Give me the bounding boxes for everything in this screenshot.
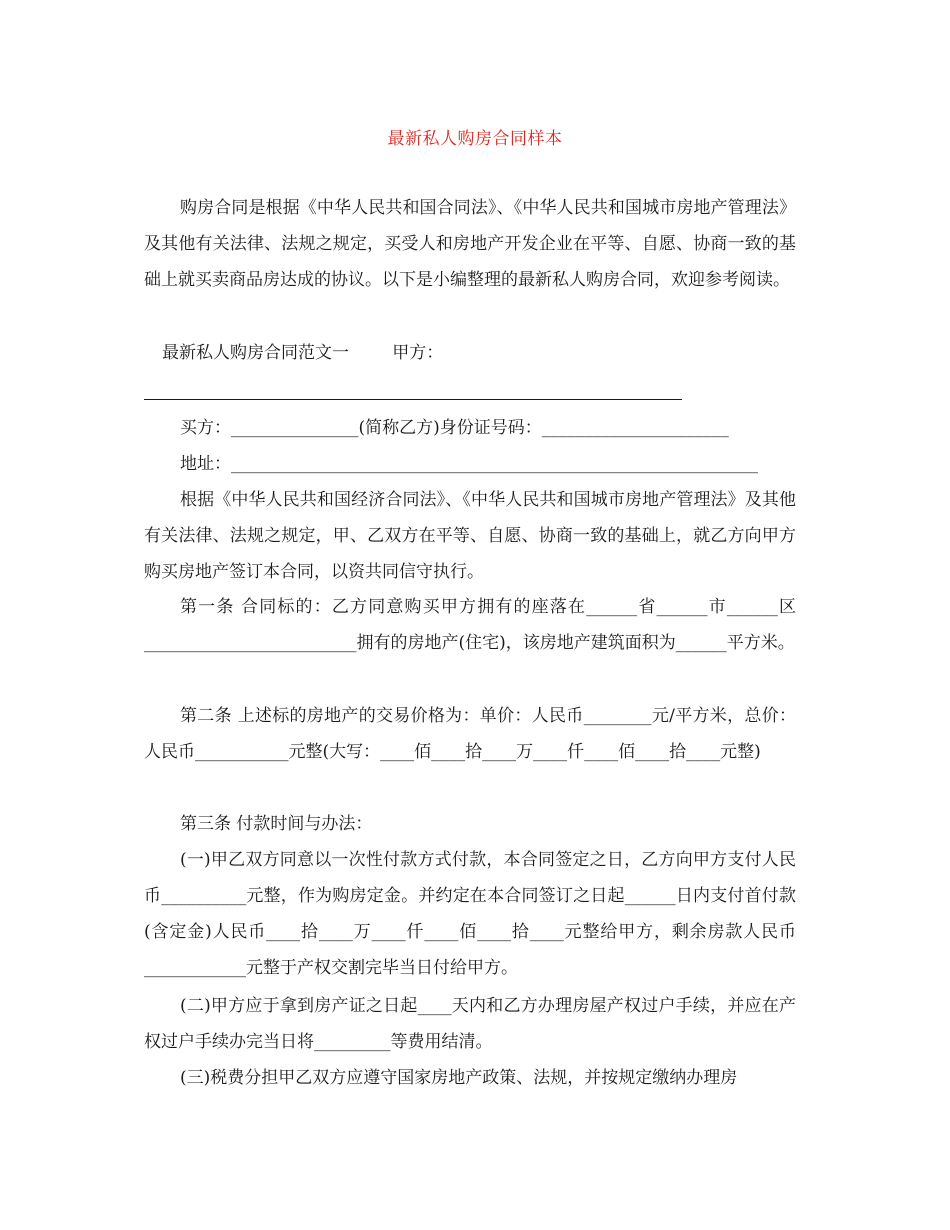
article-3-clause-1: (一)甲乙双方同意以一次性付款方式付款，本合同签定之日，乙方向甲方支付人民币__________元整，作为购房定金。并约定在本合同签订之日起______日内支付首付款(含定金)人民币____拾____万____仟____佰____拾____元整给甲方，剩余房款人民币____________元整于产权交割完毕当日付给甲方。 (144, 850, 796, 978)
seller-blank-line (144, 399, 682, 400)
sample-heading: 最新私人购房合同范文一 甲方： (162, 343, 444, 363)
article-3-clause-2: (二)甲方应于拿到房产证之日起____天内和乙方办理房屋产权过户手续，并应在产权过户手续办完当日将_________等费用结清。 (144, 996, 796, 1052)
address-line: 地址：______________________________________________________________ (180, 454, 758, 474)
article-1: 第一条 合同标的：乙方同意购买甲方拥有的座落在______省______市______区_________________________拥有的房地产(住宅)，该房地产建筑面积为______平方米。 (144, 597, 796, 653)
document-title: 最新私人购房合同样本 (387, 129, 563, 149)
intro-paragraph: 购房合同是根据《中华人民共和国合同法》、《中华人民共和国城市房地产管理法》及其他有关法律、法规之规定，买受人和房地产开发企业在平等、自愿、协商一致的基础上就买卖商品房达成的协议。以下是小编整理的最新私人购房合同，欢迎参考阅读。 (144, 198, 796, 290)
basis-paragraph: 根据《中华人民共和国经济合同法》、《中华人民共和国城市房地产管理法》及其他有关法律、法规之规定，甲、乙双方在平等、自愿、协商一致的基础上，就乙方向甲方购买房地产签订本合同，以资共同信守执行。 (144, 490, 796, 582)
buyer-line: 买方：_______________(简称乙方)身份证号码：______________________ (180, 418, 729, 438)
article-3-clause-3: (三)税费分担甲乙双方应遵守国家房地产政策、法规，并按规定缴纳办理房 (180, 1068, 738, 1088)
article-2: 第二条 上述标的房地产的交易价格为：单价：人民币________元/平方米，总价：人民币___________元整(大写：____佰____拾____万____仟____佰____拾____元整) (144, 706, 796, 762)
article-3-heading: 第三条 付款时间与办法： (180, 814, 373, 834)
